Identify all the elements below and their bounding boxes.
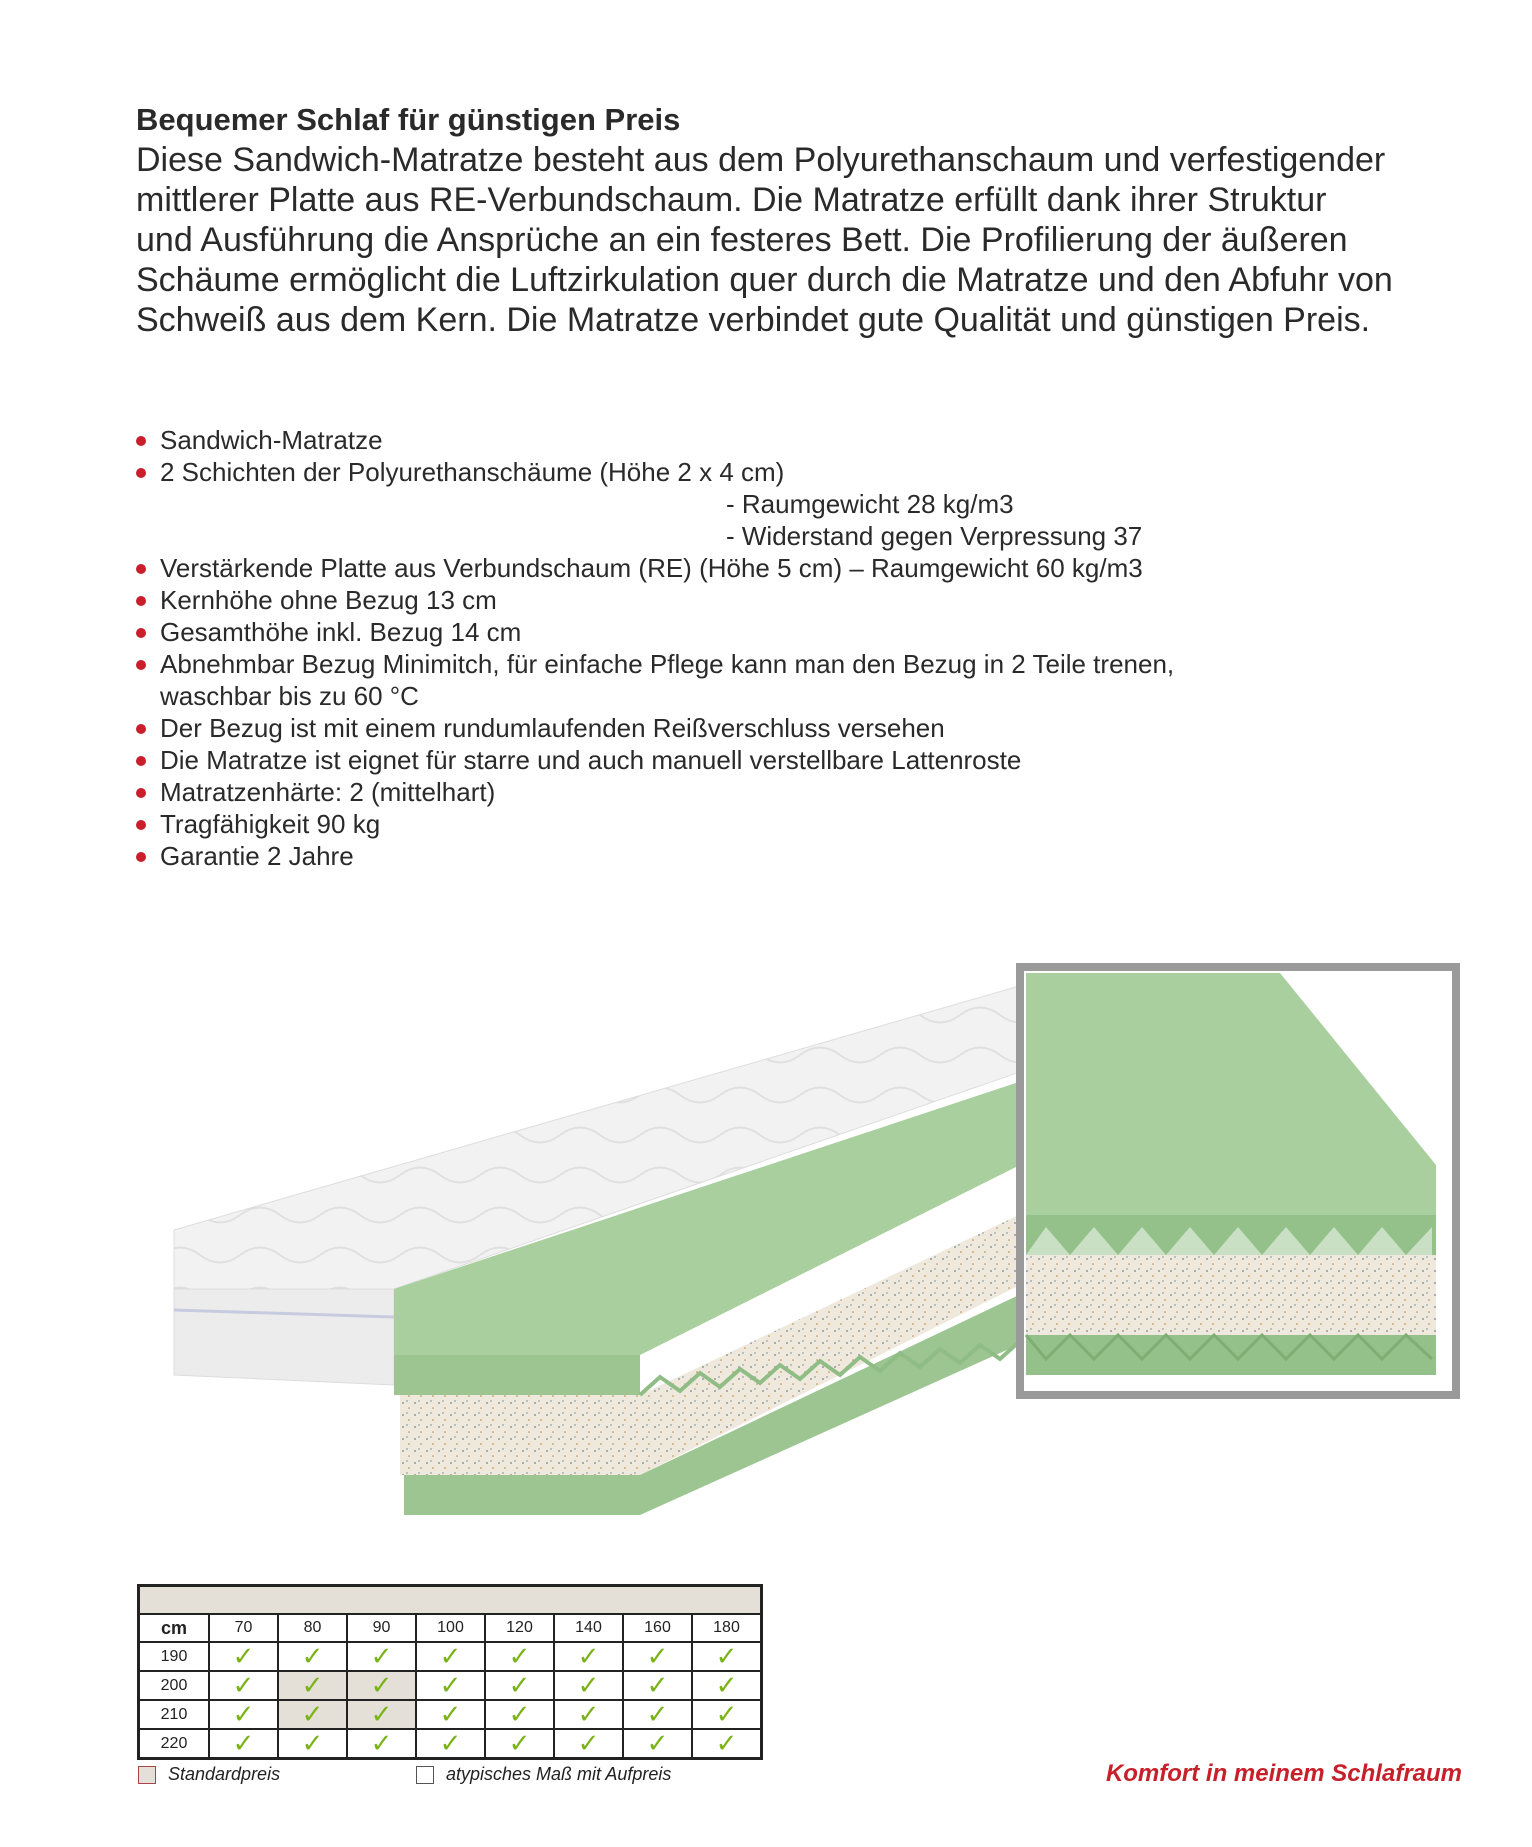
check-icon: ✓: [232, 1699, 255, 1729]
table-title-bar: [139, 1586, 762, 1615]
size-cell: [278, 1642, 347, 1671]
intro-line: und Ausführung die Ansprüche an ein festeres Bett. Die Profilierung der äußeren: [136, 221, 1348, 259]
size-cell: [623, 1671, 692, 1700]
intro-heading: Bequemer Schlaf für günstigen Preis: [136, 102, 681, 137]
feature-item: Sandwich-Matratze: [136, 424, 1316, 456]
intro-line: mittlerer Platte aus RE-Verbundschaum. Die Matratze erfüllt dank ihrer Struktur: [136, 181, 1327, 219]
check-icon: ✓: [370, 1670, 393, 1700]
check-icon: ✓: [370, 1641, 393, 1671]
check-icon: ✓: [232, 1728, 255, 1758]
size-cell: [692, 1729, 762, 1759]
feature-item: 2 Schichten der Polyurethanschäume (Höhe 2 x 4 cm): [136, 456, 1316, 488]
check-icon: ✓: [646, 1699, 669, 1729]
table-row: [139, 1642, 762, 1671]
size-cell: [278, 1671, 347, 1700]
size-cell: [485, 1729, 554, 1759]
check-icon: ✓: [577, 1699, 600, 1729]
check-icon: ✓: [370, 1728, 393, 1758]
table-row: [139, 1671, 762, 1700]
size-cell: [485, 1700, 554, 1729]
feature-item: waschbar bis zu 60 °C: [160, 681, 419, 711]
intro-line: Diese Sandwich-Matratze besteht aus dem Polyurethanschaum und verfestigender: [136, 141, 1386, 179]
check-icon: ✓: [301, 1641, 324, 1671]
intro-line: Schäume ermöglicht die Luftzirkulation quer durch die Matratze und den Abfuhr von: [136, 261, 1393, 299]
intro-line: Schweiß aus dem Kern. Die Matratze verbindet gute Qualität und günstigen Preis.: [136, 301, 1371, 339]
size-cell: [347, 1642, 416, 1671]
size-cell: [416, 1729, 485, 1759]
slogan: Komfort in meinem Schlafraum: [1105, 1760, 1462, 1787]
size-cell: [623, 1642, 692, 1671]
check-icon: ✓: [508, 1728, 531, 1758]
check-icon: ✓: [232, 1641, 255, 1671]
legend-atypical-label: atypisches Maß mit Aufpreis: [446, 1764, 672, 1784]
width-header: 160: [623, 1614, 692, 1642]
width-header: 80: [278, 1614, 347, 1642]
feature-item: Kernhöhe ohne Bezug 13 cm: [136, 584, 1316, 616]
size-cell: [485, 1642, 554, 1671]
feature-item: Der Bezug ist mit einem rundumlaufenden Reißverschluss versehen: [136, 712, 1316, 744]
length-header: 210: [139, 1700, 210, 1729]
feature-item: - Widerstand gegen Verpressung 37: [726, 521, 1143, 551]
feature-item: Gesamthöhe inkl. Bezug 14 cm: [136, 616, 1316, 648]
mattress-illustration: [160, 955, 1480, 1515]
check-icon: ✓: [508, 1699, 531, 1729]
check-icon: ✓: [508, 1641, 531, 1671]
feature-item: Verstärkende Platte aus Verbundschaum (RE) (Höhe 5 cm) – Raumgewicht 60 kg/m3: [136, 552, 1316, 584]
legend-standard-label: Standardpreis: [168, 1764, 281, 1784]
legend-standard: [138, 1764, 280, 1785]
check-icon: ✓: [370, 1699, 393, 1729]
size-cell: [554, 1642, 623, 1671]
atypical-swatch: [416, 1766, 434, 1784]
length-header: 190: [139, 1642, 210, 1671]
size-cell: [347, 1671, 416, 1700]
width-header: 120: [485, 1614, 554, 1642]
feature-item: Matratzenhärte: 2 (mittelhart): [136, 776, 1316, 808]
feature-item: Garantie 2 Jahre: [136, 840, 1316, 872]
size-cell: [209, 1671, 278, 1700]
size-cell: [347, 1729, 416, 1759]
width-header: 90: [347, 1614, 416, 1642]
table-corner: cm: [139, 1614, 210, 1642]
size-cell: [554, 1671, 623, 1700]
table-row: [139, 1729, 762, 1759]
size-cell: [554, 1729, 623, 1759]
length-header: 220: [139, 1729, 210, 1759]
width-header: 140: [554, 1614, 623, 1642]
check-icon: ✓: [301, 1728, 324, 1758]
width-header: 100: [416, 1614, 485, 1642]
size-cell: [278, 1729, 347, 1759]
size-cell: [416, 1642, 485, 1671]
size-cell: [209, 1700, 278, 1729]
size-cell: [554, 1700, 623, 1729]
check-icon: ✓: [439, 1670, 462, 1700]
check-icon: ✓: [646, 1670, 669, 1700]
check-icon: ✓: [715, 1728, 738, 1758]
check-icon: ✓: [715, 1641, 738, 1671]
check-icon: ✓: [232, 1670, 255, 1700]
check-icon: ✓: [577, 1728, 600, 1758]
check-icon: ✓: [646, 1728, 669, 1758]
size-cell: [623, 1729, 692, 1759]
detail-zoom-frame: [1020, 967, 1456, 1395]
size-cell: [347, 1700, 416, 1729]
check-icon: ✓: [715, 1670, 738, 1700]
size-table: [137, 1584, 763, 1760]
legend-atypical: [416, 1764, 671, 1785]
check-icon: ✓: [301, 1670, 324, 1700]
size-cell: [623, 1700, 692, 1729]
check-icon: ✓: [439, 1641, 462, 1671]
standard-swatch: [138, 1766, 156, 1784]
check-icon: ✓: [646, 1641, 669, 1671]
feature-item: Die Matratze ist eignet für starre und auch manuell verstellbare Lattenroste: [136, 744, 1316, 776]
intro-section: [136, 100, 1476, 340]
size-cell: [692, 1671, 762, 1700]
check-icon: ✓: [715, 1699, 738, 1729]
feature-item: Abnehmbar Bezug Minimitch, für einfache Pflege kann man den Bezug in 2 Teile trenen,: [136, 648, 1316, 680]
width-header: 70: [209, 1614, 278, 1642]
feature-item: - Raumgewicht 28 kg/m3: [726, 489, 1014, 519]
check-icon: ✓: [577, 1670, 600, 1700]
size-cell: [692, 1642, 762, 1671]
feature-item: Tragfähigkeit 90 kg: [136, 808, 1316, 840]
size-cell: [692, 1700, 762, 1729]
length-header: 200: [139, 1671, 210, 1700]
size-cell: [209, 1642, 278, 1671]
feature-list: [136, 424, 1316, 872]
check-icon: ✓: [508, 1670, 531, 1700]
check-icon: ✓: [439, 1699, 462, 1729]
check-icon: ✓: [577, 1641, 600, 1671]
size-cell: [416, 1700, 485, 1729]
size-cell: [209, 1729, 278, 1759]
size-cell: [416, 1671, 485, 1700]
size-cell: [485, 1671, 554, 1700]
width-header: 180: [692, 1614, 762, 1642]
check-icon: ✓: [439, 1728, 462, 1758]
table-row: [139, 1700, 762, 1729]
check-icon: ✓: [301, 1699, 324, 1729]
size-cell: [278, 1700, 347, 1729]
